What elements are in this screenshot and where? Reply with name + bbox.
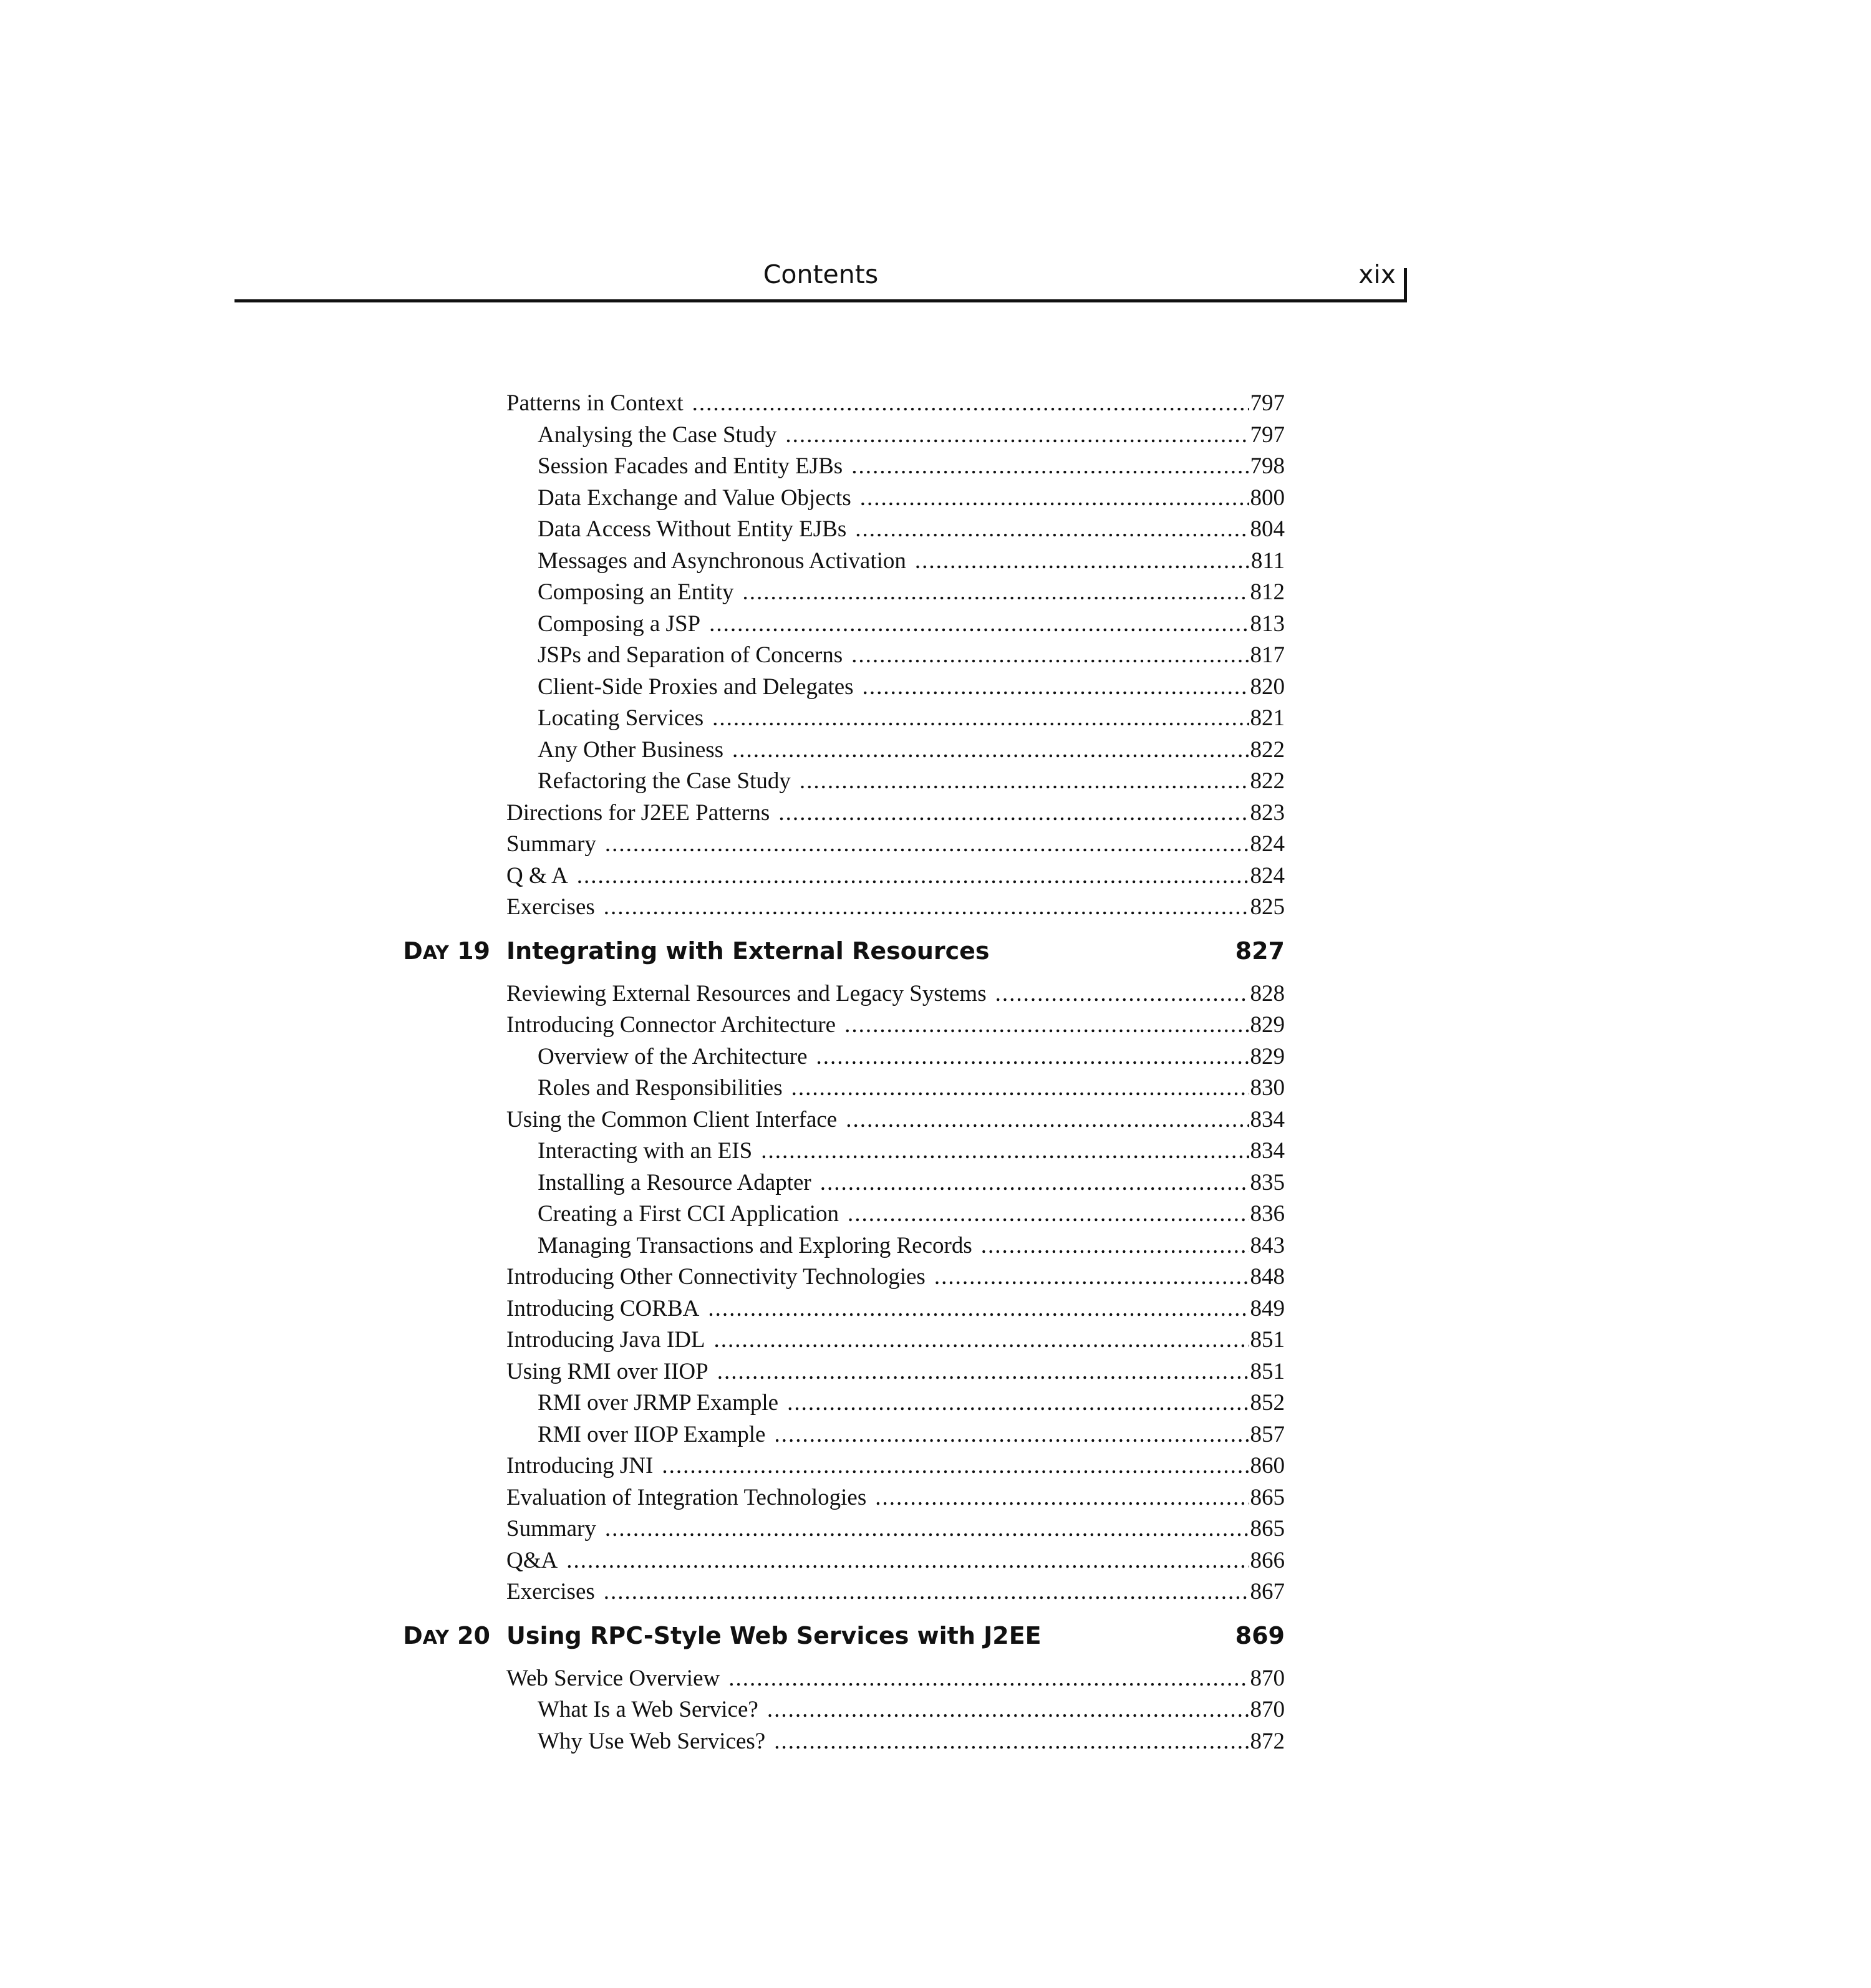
toc-subentry[interactable] bbox=[538, 1230, 1285, 1262]
toc-entry[interactable] bbox=[506, 1576, 1285, 1608]
entry-page: 836 bbox=[1250, 1201, 1285, 1227]
dot-leader bbox=[604, 1576, 1249, 1608]
entry-page: 823 bbox=[1250, 799, 1285, 826]
dot-leader bbox=[577, 861, 1249, 892]
toc-subentry[interactable] bbox=[538, 1726, 1285, 1758]
dot-leader bbox=[605, 1513, 1249, 1545]
toc-subentry[interactable] bbox=[538, 1041, 1285, 1073]
dot-leader bbox=[844, 1010, 1249, 1041]
header-vertical-rule bbox=[1404, 268, 1407, 302]
toc-subentry[interactable] bbox=[538, 1199, 1285, 1230]
toc-entry[interactable] bbox=[506, 1104, 1285, 1136]
toc-subentry[interactable] bbox=[538, 1136, 1285, 1167]
toc-section-day19 bbox=[0, 978, 1871, 1608]
entry-title: Q&A bbox=[506, 1547, 558, 1573]
toc-entry[interactable] bbox=[506, 1482, 1285, 1514]
chapter-page: 827 bbox=[1235, 937, 1285, 965]
running-header bbox=[234, 256, 1407, 302]
entry-title: Reviewing External Resources and Legacy Systems bbox=[506, 980, 987, 1006]
toc-subentry[interactable] bbox=[538, 1167, 1285, 1199]
dot-leader bbox=[855, 514, 1249, 546]
table-of-contents bbox=[0, 388, 1871, 1757]
entry-page: 824 bbox=[1250, 862, 1285, 889]
toc-subentry[interactable] bbox=[538, 514, 1285, 546]
entry-title: Client-Side Proxies and Delegates bbox=[538, 673, 854, 700]
dot-leader bbox=[714, 1325, 1249, 1356]
chapter-heading-day-19[interactable] bbox=[0, 931, 1871, 971]
entry-page: 813 bbox=[1250, 610, 1285, 637]
dot-leader bbox=[820, 1167, 1249, 1199]
dot-leader bbox=[708, 1293, 1249, 1325]
dot-leader bbox=[863, 672, 1249, 703]
dot-leader bbox=[566, 1545, 1249, 1577]
entry-page: 851 bbox=[1250, 1327, 1285, 1353]
dot-leader bbox=[800, 766, 1249, 798]
entry-title: Summary bbox=[506, 1516, 596, 1542]
entry-title: Refactoring the Case Study bbox=[538, 768, 791, 794]
toc-subentry[interactable] bbox=[538, 420, 1285, 451]
toc-subentry[interactable] bbox=[538, 1419, 1285, 1451]
dot-leader bbox=[778, 798, 1249, 829]
entry-title: Analysing the Case Study bbox=[538, 422, 777, 448]
toc-entry[interactable] bbox=[506, 388, 1285, 420]
entry-title: Session Facades and Entity EJBs bbox=[538, 453, 843, 479]
dot-leader bbox=[774, 1726, 1249, 1758]
entry-title: Interacting with an EIS bbox=[538, 1138, 753, 1164]
entry-title: Exercises bbox=[506, 1579, 595, 1604]
entry-title: Managing Transactions and Exploring Records bbox=[538, 1232, 972, 1258]
dot-leader bbox=[761, 1136, 1249, 1167]
entry-page: 811 bbox=[1250, 548, 1285, 574]
entry-title: Web Service Overview bbox=[506, 1665, 720, 1691]
entry-title: Summary bbox=[506, 831, 596, 857]
toc-entry[interactable] bbox=[506, 1293, 1285, 1325]
entry-page: 867 bbox=[1250, 1579, 1285, 1604]
entry-title: Introducing Other Connectivity Technologies bbox=[506, 1264, 926, 1290]
entry-page: 834 bbox=[1250, 1106, 1285, 1132]
header-page-number: xix bbox=[1358, 259, 1396, 289]
entry-page: 870 bbox=[1250, 1665, 1285, 1691]
toc-subentry[interactable] bbox=[538, 483, 1285, 514]
entry-page: 821 bbox=[1250, 705, 1285, 731]
toc-entry[interactable] bbox=[506, 861, 1285, 892]
toc-subentry[interactable] bbox=[538, 609, 1285, 640]
entry-title: Directions for J2EE Patterns bbox=[506, 799, 770, 826]
entry-page: 820 bbox=[1250, 673, 1285, 700]
dot-leader bbox=[851, 640, 1249, 672]
dot-leader bbox=[692, 388, 1249, 420]
entry-page: 866 bbox=[1250, 1547, 1285, 1573]
entry-page: 828 bbox=[1250, 980, 1285, 1006]
entry-page: 829 bbox=[1250, 1043, 1285, 1069]
toc-subentry[interactable] bbox=[538, 703, 1285, 735]
entry-page: 860 bbox=[1250, 1453, 1285, 1479]
entry-title: Introducing CORBA bbox=[506, 1295, 700, 1321]
entry-page: 852 bbox=[1250, 1390, 1285, 1416]
entry-title: Composing a JSP bbox=[538, 610, 701, 637]
dot-leader bbox=[875, 1482, 1249, 1514]
entry-title: RMI over IIOP Example bbox=[538, 1421, 766, 1447]
dot-leader bbox=[605, 829, 1249, 861]
entry-page: 830 bbox=[1250, 1075, 1285, 1101]
entry-title: Roles and Responsibilities bbox=[538, 1075, 783, 1101]
dot-leader bbox=[785, 420, 1249, 451]
toc-section-day20 bbox=[0, 1663, 1871, 1758]
toc-entry[interactable] bbox=[506, 978, 1285, 1010]
toc-entry[interactable] bbox=[506, 798, 1285, 829]
dot-leader bbox=[934, 1262, 1249, 1293]
chapter-title: Integrating with External Resources bbox=[506, 937, 990, 965]
entry-page: 800 bbox=[1250, 485, 1285, 511]
toc-subentry[interactable] bbox=[538, 1694, 1285, 1726]
entry-title: JSPs and Separation of Concerns bbox=[538, 642, 843, 668]
toc-entry[interactable] bbox=[506, 892, 1285, 924]
toc-section-day18-continued bbox=[0, 388, 1871, 924]
dot-leader bbox=[732, 735, 1249, 766]
entry-title: Exercises bbox=[506, 894, 595, 920]
header-title: Contents bbox=[763, 259, 879, 289]
entry-title: RMI over JRMP Example bbox=[538, 1390, 779, 1416]
entry-page: 822 bbox=[1250, 736, 1285, 763]
toc-subentry[interactable] bbox=[538, 451, 1285, 483]
dot-leader bbox=[851, 451, 1249, 483]
entry-page: 797 bbox=[1250, 422, 1285, 448]
entry-title: Evaluation of Integration Technologies bbox=[506, 1484, 867, 1510]
dot-leader bbox=[743, 577, 1249, 609]
toc-subentry[interactable] bbox=[538, 640, 1285, 672]
toc-entry[interactable] bbox=[506, 1450, 1285, 1482]
entry-page: 822 bbox=[1250, 768, 1285, 794]
chapter-day-label: DAY 19 bbox=[403, 937, 490, 965]
entry-title: Using RMI over IIOP bbox=[506, 1358, 708, 1384]
entry-page: 865 bbox=[1250, 1484, 1285, 1510]
dot-leader bbox=[846, 1104, 1249, 1136]
entry-title: Installing a Resource Adapter bbox=[538, 1169, 811, 1195]
dot-leader bbox=[709, 609, 1249, 640]
chapter-heading-day-20[interactable] bbox=[0, 1616, 1871, 1656]
entry-title: Any Other Business bbox=[538, 736, 724, 763]
entry-title: Creating a First CCI Application bbox=[538, 1201, 839, 1227]
toc-subentry[interactable] bbox=[538, 577, 1285, 609]
dot-leader bbox=[728, 1663, 1249, 1695]
dot-leader bbox=[981, 1230, 1249, 1262]
entry-title: Locating Services bbox=[538, 705, 704, 731]
entry-title: Introducing Connector Architecture bbox=[506, 1012, 836, 1038]
entry-page: 849 bbox=[1250, 1295, 1285, 1321]
toc-entry[interactable] bbox=[506, 1663, 1285, 1695]
dot-leader bbox=[791, 1073, 1249, 1104]
dot-leader bbox=[915, 546, 1250, 577]
dot-leader bbox=[767, 1694, 1249, 1726]
entry-page: 817 bbox=[1250, 642, 1285, 668]
entry-page: 804 bbox=[1250, 516, 1285, 542]
entry-page: 857 bbox=[1250, 1421, 1285, 1447]
entry-page: 835 bbox=[1250, 1169, 1285, 1195]
entry-title: What Is a Web Service? bbox=[538, 1697, 758, 1722]
dot-leader bbox=[816, 1041, 1249, 1073]
entry-page: 797 bbox=[1250, 390, 1285, 416]
entry-title: Introducing Java IDL bbox=[506, 1327, 705, 1353]
entry-page: 824 bbox=[1250, 831, 1285, 857]
toc-subentry[interactable] bbox=[538, 1073, 1285, 1104]
dot-leader bbox=[712, 703, 1249, 735]
entry-title: Q & A bbox=[506, 862, 568, 889]
chapter-day-label: DAY 20 bbox=[403, 1621, 490, 1649]
entry-page: 843 bbox=[1250, 1232, 1285, 1258]
toc-entry[interactable] bbox=[506, 1325, 1285, 1356]
toc-entry[interactable] bbox=[506, 1356, 1285, 1388]
toc-subentry[interactable] bbox=[538, 672, 1285, 703]
dot-leader bbox=[604, 892, 1249, 924]
entry-page: 870 bbox=[1250, 1697, 1285, 1722]
toc-entry[interactable] bbox=[506, 1513, 1285, 1545]
dot-leader bbox=[787, 1387, 1249, 1419]
chapter-title: Using RPC-Style Web Services with J2EE bbox=[506, 1621, 1042, 1649]
entry-page: 865 bbox=[1250, 1516, 1285, 1542]
toc-entry[interactable] bbox=[506, 829, 1285, 861]
dot-leader bbox=[717, 1356, 1249, 1388]
dot-leader bbox=[662, 1450, 1249, 1482]
entry-page: 812 bbox=[1250, 579, 1285, 605]
chapter-page: 869 bbox=[1235, 1621, 1285, 1649]
toc-entry[interactable] bbox=[506, 1545, 1285, 1577]
entry-title: Overview of the Architecture bbox=[538, 1043, 808, 1069]
entry-title: Data Access Without Entity EJBs bbox=[538, 516, 847, 542]
entry-title: Messages and Asynchronous Activation bbox=[538, 548, 906, 574]
dot-leader bbox=[848, 1199, 1249, 1230]
dot-leader bbox=[774, 1419, 1249, 1451]
entry-title: Patterns in Context bbox=[506, 390, 684, 416]
entry-page: 834 bbox=[1250, 1138, 1285, 1164]
entry-page: 872 bbox=[1250, 1728, 1285, 1754]
toc-subentry[interactable] bbox=[538, 1387, 1285, 1419]
entry-page: 829 bbox=[1250, 1012, 1285, 1038]
dot-leader bbox=[860, 483, 1249, 514]
entry-title: Using the Common Client Interface bbox=[506, 1106, 838, 1132]
toc-subentry[interactable] bbox=[538, 546, 1285, 577]
entry-title: Why Use Web Services? bbox=[538, 1728, 766, 1754]
entry-page: 798 bbox=[1250, 453, 1285, 479]
toc-subentry[interactable] bbox=[538, 766, 1285, 798]
entry-page: 851 bbox=[1250, 1358, 1285, 1384]
entry-title: Composing an Entity bbox=[538, 579, 734, 605]
toc-entry[interactable] bbox=[506, 1262, 1285, 1293]
toc-entry[interactable] bbox=[506, 1010, 1285, 1041]
entry-page: 825 bbox=[1250, 894, 1285, 920]
entry-page: 848 bbox=[1250, 1264, 1285, 1290]
entry-title: Introducing JNI bbox=[506, 1453, 654, 1479]
toc-subentry[interactable] bbox=[538, 735, 1285, 766]
dot-leader bbox=[995, 978, 1249, 1010]
entry-title: Data Exchange and Value Objects bbox=[538, 485, 851, 511]
